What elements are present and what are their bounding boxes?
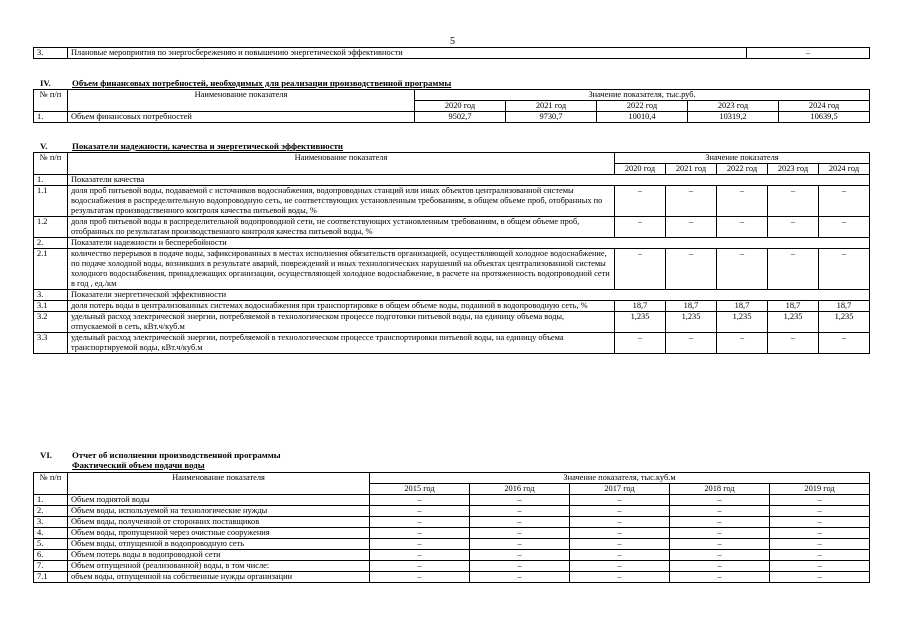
row-value: – <box>670 561 770 572</box>
row-value: 10639,5 <box>779 112 870 123</box>
year-header: 2021 год <box>666 164 717 175</box>
row-value: – <box>470 517 570 528</box>
row-value: – <box>670 528 770 539</box>
row-name: Объем воды, пропущенной через очистные сооружения <box>68 528 370 539</box>
section-v-title: V. Показатели надежности, качества и энергетической эффективности <box>40 141 343 151</box>
table-row <box>34 528 870 539</box>
row-value: – <box>470 561 570 572</box>
table-row <box>34 517 870 528</box>
row-name: Плановые мероприятия по энергосбережению и повышению энергетической эффективности <box>68 48 747 59</box>
year-header: 2023 год <box>768 164 819 175</box>
row-value: 9730,7 <box>506 112 597 123</box>
row-value: – <box>770 506 870 517</box>
row-name: Объем поднятой воды <box>68 495 370 506</box>
row-number: 3. <box>34 48 68 59</box>
row-number: 5. <box>34 539 68 550</box>
row-value: – <box>770 539 870 550</box>
row-value: – <box>770 517 870 528</box>
row-number: 2. <box>34 238 68 249</box>
section-vi-subtitle: Фактический объем подачи воды <box>72 460 205 470</box>
row-value: – <box>717 217 768 238</box>
row-value: 18,7 <box>615 301 666 312</box>
row-value: – <box>666 249 717 290</box>
row-value: – <box>570 550 670 561</box>
row-number: 6. <box>34 550 68 561</box>
row-value: 1,235 <box>819 312 870 333</box>
header-num: № п/п <box>34 90 68 112</box>
row-value: – <box>370 561 470 572</box>
row-name: Объем отпущенной (реализованной) воды, в том числе: <box>68 561 370 572</box>
row-value: 18,7 <box>666 301 717 312</box>
row-value: – <box>819 333 870 354</box>
section-vi-title: VI. Отчет об исполнении производственной программы <box>40 450 281 460</box>
carryover-table <box>33 47 870 59</box>
table-row <box>34 186 870 217</box>
year-header: 2022 год <box>597 101 688 112</box>
row-number: 1.1 <box>34 186 68 217</box>
financial-needs-table <box>33 89 870 123</box>
row-value: – <box>370 517 470 528</box>
year-header: 2024 год <box>819 164 870 175</box>
header-value: Значение показателя, тыс.руб. <box>415 90 870 101</box>
year-header: 2018 год <box>670 484 770 495</box>
row-name: количество перерывов в подаче воды, зафиксированных в местах исполнения обязательств организацией, осуществляющей холодное водоснабжение, по подаче холодной воды, возникших в результате аварий, повреждений и иных технологических нарушений на объектах централизованной системы холодного водоснабжения, принадлежащих организации, осуществляющей холодное водоснабжение, в расчете на протяженность водопроводной сети в год , ед./км <box>68 249 615 290</box>
year-header: 2020 год <box>615 164 666 175</box>
row-number: 7. <box>34 561 68 572</box>
table-row <box>34 217 870 238</box>
row-number: 1. <box>34 495 68 506</box>
row-number: 1. <box>34 175 68 186</box>
row-number: 3. <box>34 290 68 301</box>
row-value: – <box>470 572 570 583</box>
group-row <box>34 175 870 186</box>
header-name: Наименование показателя <box>68 473 370 495</box>
row-value: – <box>670 539 770 550</box>
row-value: – <box>670 550 770 561</box>
row-name: доля проб питьевой воды, подаваемой с источников водоснабжения, водопроводных станций или иных объектов централизованной системы водоснабжения в распределительную водопроводную сеть, не соответствующих установленным требованиям, в общем объеме проб, отобранных по результатам производственного контроля качества питьевой воды, % <box>68 186 615 217</box>
row-value: – <box>470 506 570 517</box>
row-name: Объем финансовых потребностей <box>68 112 415 123</box>
row-value: – <box>615 333 666 354</box>
year-header: 2019 год <box>770 484 870 495</box>
row-value: 10319,2 <box>688 112 779 123</box>
row-name: Объем потерь воды в водопроводной сети <box>68 550 370 561</box>
table-row <box>34 249 870 290</box>
row-value: – <box>770 572 870 583</box>
row-value: – <box>819 217 870 238</box>
row-number: 2. <box>34 506 68 517</box>
year-header: 2023 год <box>688 101 779 112</box>
table-row <box>34 48 870 59</box>
row-number: 3. <box>34 517 68 528</box>
row-value: – <box>570 495 670 506</box>
section-iv-title: IV. Объем финансовых потребностей, необходимых для реализации производственной программы <box>40 78 452 88</box>
row-value: – <box>819 186 870 217</box>
year-header: 2017 год <box>570 484 670 495</box>
row-value: – <box>666 333 717 354</box>
row-value: 18,7 <box>717 301 768 312</box>
year-header: 2016 год <box>470 484 570 495</box>
table-row <box>34 495 870 506</box>
table-row <box>34 112 870 123</box>
year-header: 2020 год <box>415 101 506 112</box>
row-name: Объем воды, полученной от сторонних поставщиков <box>68 517 370 528</box>
table-row <box>34 550 870 561</box>
row-value: – <box>770 561 870 572</box>
row-name: Показатели надежности и бесперебойности <box>68 238 870 249</box>
header-value: Значение показателя <box>615 153 870 164</box>
row-value: – <box>768 217 819 238</box>
row-name: удельный расход электрической энергии, потребляемой в технологическом процессе транспортировки питьевой воды, на единицу объема транспортируемой воды, кВт.ч/куб.м <box>68 333 615 354</box>
row-value: – <box>470 528 570 539</box>
row-value: – <box>768 249 819 290</box>
page-number: 5 <box>450 36 455 47</box>
row-name: Объем воды, отпущенной в водопроводную сеть <box>68 539 370 550</box>
row-value: – <box>717 249 768 290</box>
row-value: – <box>717 333 768 354</box>
row-value: – <box>770 495 870 506</box>
row-value: – <box>570 517 670 528</box>
table-row <box>34 572 870 583</box>
row-value: – <box>370 495 470 506</box>
row-value: – <box>370 528 470 539</box>
table-row <box>34 312 870 333</box>
row-value: – <box>370 539 470 550</box>
row-value: – <box>470 495 570 506</box>
table-row <box>34 561 870 572</box>
row-value: – <box>768 333 819 354</box>
row-value: – <box>615 186 666 217</box>
year-header: 2021 год <box>506 101 597 112</box>
row-value: – <box>666 186 717 217</box>
row-value: – <box>570 572 670 583</box>
row-number: 1. <box>34 112 68 123</box>
row-value: 9502,7 <box>415 112 506 123</box>
table-row <box>34 506 870 517</box>
year-header: 2024 год <box>779 101 870 112</box>
row-name: доля проб питьевой воды в распределительной водопроводной сети, не соответствующих установленным требованиям, в общем объеме проб, отобранных по результатам производственного контроля качества питьевой воды, % <box>68 217 615 238</box>
row-value: 1,235 <box>615 312 666 333</box>
row-value: – <box>819 249 870 290</box>
row-name: объем воды, отпущенной на собственные нужды организации <box>68 572 370 583</box>
header-value: Значение показателя, тыс.куб.м <box>370 473 870 484</box>
year-header: 2022 год <box>717 164 768 175</box>
row-value: – <box>670 517 770 528</box>
row-value: – <box>370 550 470 561</box>
row-value: – <box>570 506 670 517</box>
row-value: – <box>770 550 870 561</box>
row-number: 4. <box>34 528 68 539</box>
row-value: – <box>670 506 770 517</box>
header-name: Наименование показателя <box>68 90 415 112</box>
row-value: 1,235 <box>768 312 819 333</box>
row-value: 1,235 <box>717 312 768 333</box>
table-row <box>34 333 870 354</box>
row-value: 1,235 <box>666 312 717 333</box>
row-name: Показатели энергетической эффективности <box>68 290 870 301</box>
row-value: – <box>370 572 470 583</box>
row-value: – <box>615 217 666 238</box>
group-row <box>34 290 870 301</box>
table-row <box>34 539 870 550</box>
reliability-quality-table <box>33 152 870 354</box>
row-value: – <box>570 528 670 539</box>
row-value: – <box>768 186 819 217</box>
row-value: – <box>666 217 717 238</box>
row-value: – <box>670 572 770 583</box>
row-value: – <box>570 561 670 572</box>
row-value: 18,7 <box>768 301 819 312</box>
row-name: удельный расход электрической энергии, потребляемой в технологическом процессе подготовки питьевой воды, на единицу объема воды, отпускаемой в сеть, кВт.ч/куб.м <box>68 312 615 333</box>
row-number: 1.2 <box>34 217 68 238</box>
row-value: – <box>615 249 666 290</box>
row-value: – <box>670 495 770 506</box>
row-value: – <box>370 506 470 517</box>
row-value: 18,7 <box>819 301 870 312</box>
row-value: – <box>770 528 870 539</box>
row-value: – <box>747 48 870 59</box>
header-num: № п/п <box>34 153 68 175</box>
row-value: – <box>470 539 570 550</box>
row-value: 10010,4 <box>597 112 688 123</box>
row-name: доля потерь воды в централизованных системах водоснабжения при транспортировке в общем объеме воды, поданной в водопроводную сеть, % <box>68 301 615 312</box>
row-value: – <box>717 186 768 217</box>
row-value: – <box>470 550 570 561</box>
row-value: – <box>570 539 670 550</box>
header-name: Наименование показателя <box>68 153 615 175</box>
row-number: 7.1 <box>34 572 68 583</box>
row-number: 3.3 <box>34 333 68 354</box>
row-number: 3.2 <box>34 312 68 333</box>
row-name: Показатели качества <box>68 175 870 186</box>
table-row <box>34 301 870 312</box>
group-row <box>34 238 870 249</box>
row-number: 3.1 <box>34 301 68 312</box>
header-num: № п/п <box>34 473 68 495</box>
row-name: Объем воды, используемой на технологические нужды <box>68 506 370 517</box>
row-number: 2.1 <box>34 249 68 290</box>
year-header: 2015 год <box>370 484 470 495</box>
water-supply-report-table <box>33 472 870 583</box>
